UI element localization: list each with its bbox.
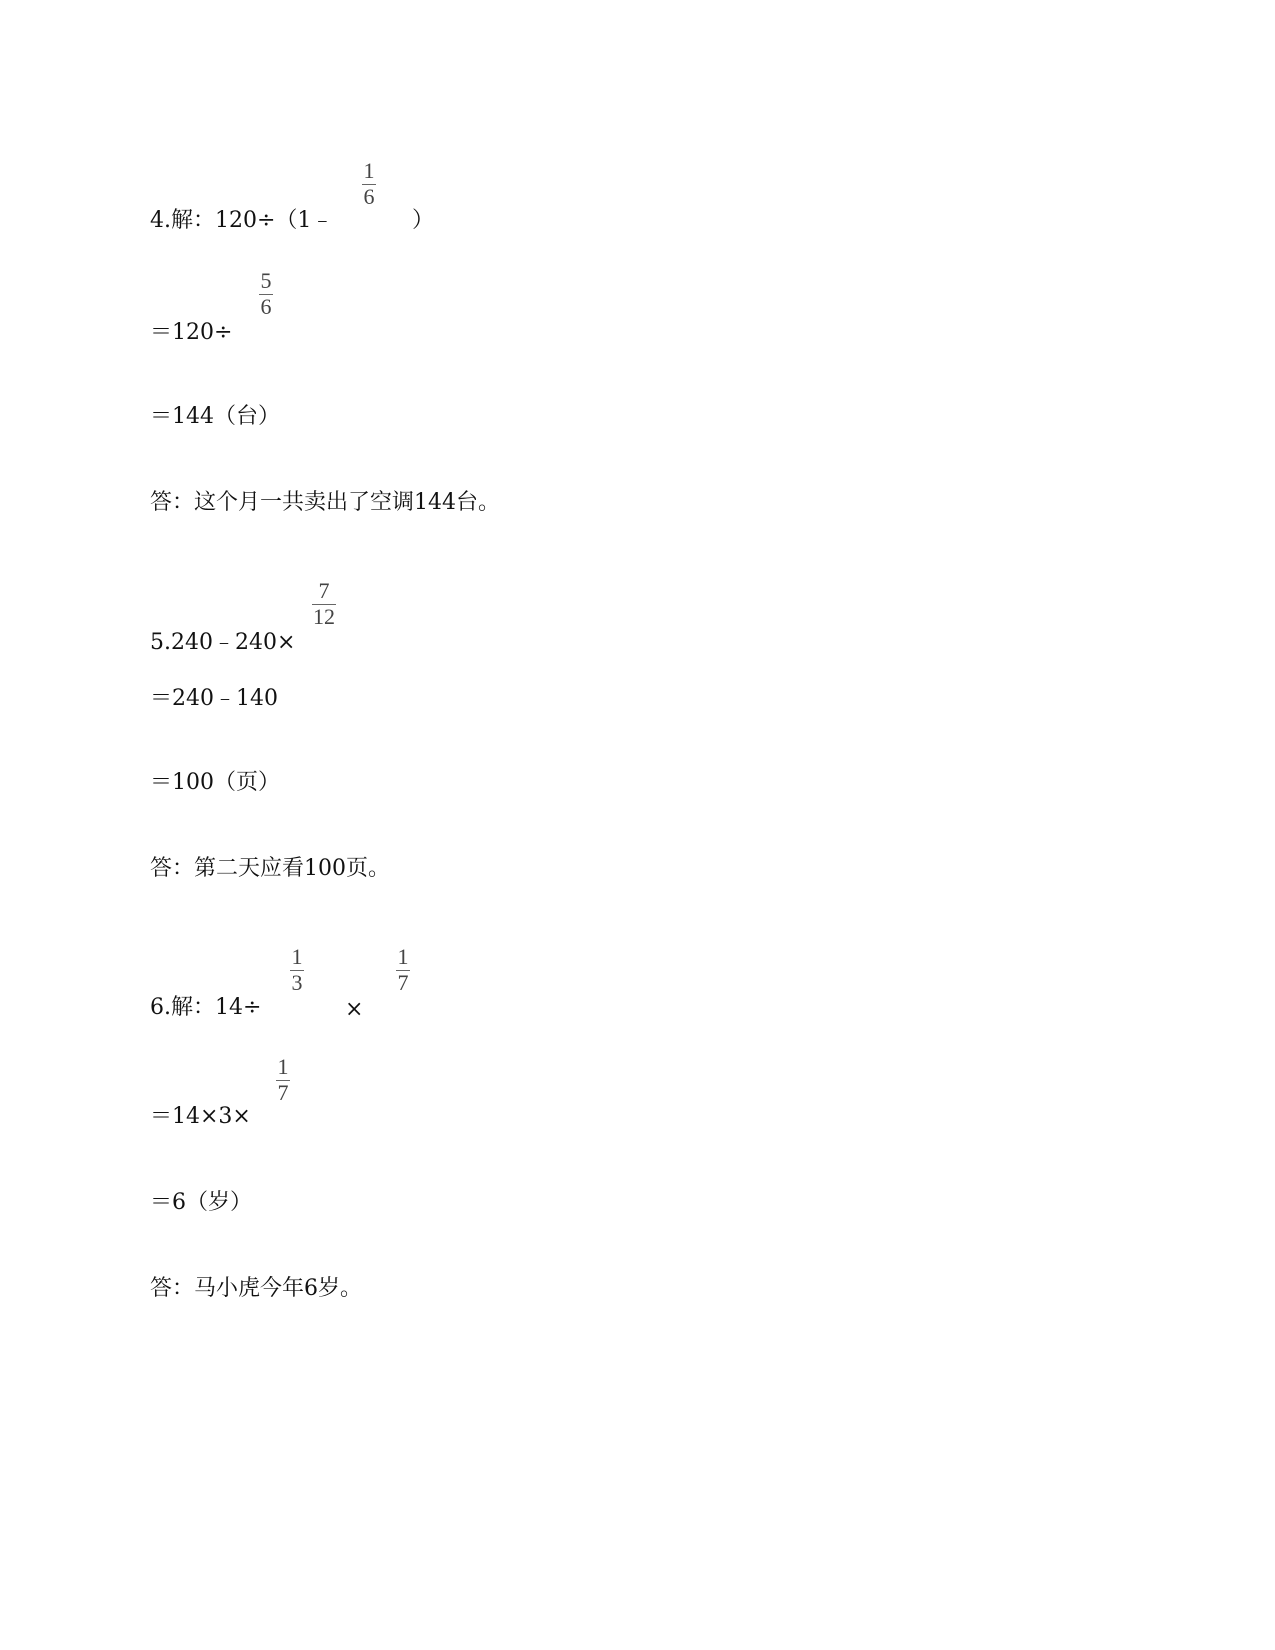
fraction-numerator: 1 (397, 944, 409, 969)
p5-answer: 答：第二天应看100页。 (150, 856, 390, 881)
p4-line1-fraction (362, 160, 376, 208)
p5-line3-result: ＝100（页） (150, 770, 280, 795)
p6-line3-result: ＝6（岁） (150, 1190, 252, 1215)
p6-answer: 答：马小虎今年6岁。 (150, 1276, 362, 1301)
fraction-numerator: 1 (291, 944, 303, 969)
p4-line1-text: 4.解：120÷（1﹣ (150, 208, 334, 233)
p6-line2-fraction (276, 1056, 290, 1104)
p4-line1-close-paren: ） (412, 208, 435, 233)
fraction-numerator: 7 (318, 578, 330, 603)
p5-line1-text: 5.240﹣240× (150, 630, 296, 655)
fraction-denominator: 7 (277, 1080, 289, 1105)
fraction-denominator: 3 (291, 970, 303, 995)
p6-line1-text: 6.解：14÷ (150, 995, 262, 1020)
fraction-denominator: 6 (363, 184, 375, 209)
p4-line3-result: ＝144（台） (150, 404, 280, 429)
p6-line1-fraction-2 (396, 946, 410, 994)
p4-answer: 答：这个月一共卖出了空调144台。 (150, 490, 500, 515)
fraction-denominator: 7 (397, 970, 409, 995)
fraction-numerator: 1 (277, 1054, 289, 1079)
fraction-denominator: 12 (313, 604, 335, 629)
p4-line2-fraction (259, 270, 273, 318)
fraction-numerator: 1 (363, 158, 375, 183)
fraction-numerator: 5 (260, 268, 272, 293)
p5-line1-fraction (312, 580, 336, 628)
fraction-denominator: 6 (260, 294, 272, 319)
p4-line2-text: ＝120÷ (150, 320, 233, 345)
p6-line1-fraction-1 (290, 946, 304, 994)
p6-line1-times-sign: × (345, 997, 364, 1022)
p5-line2-text: ＝240﹣140 (150, 686, 278, 711)
p6-line2-text: ＝14×3× (150, 1104, 251, 1129)
